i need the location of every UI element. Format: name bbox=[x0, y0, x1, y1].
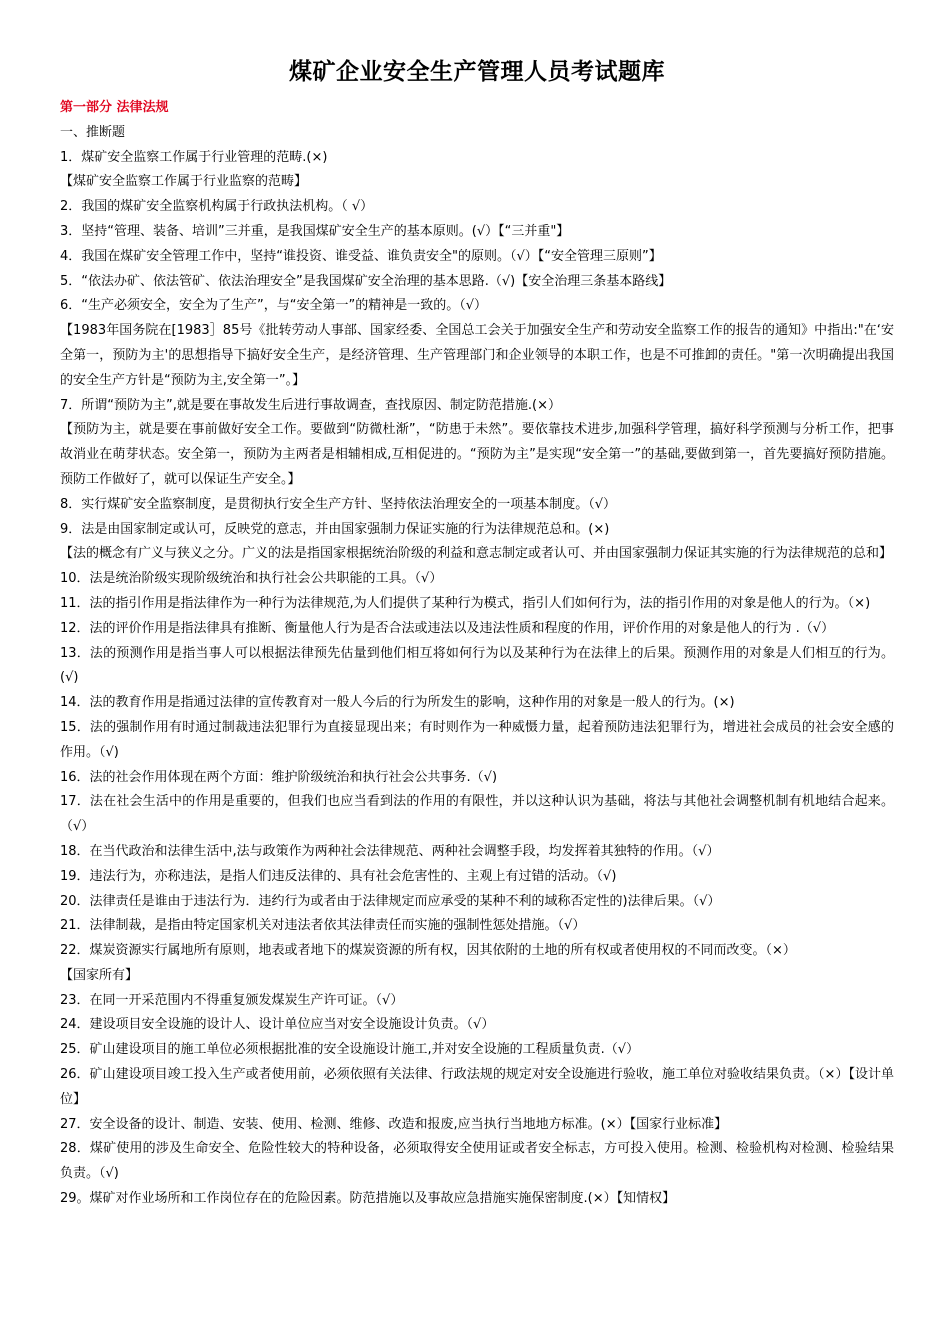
text-line: 28．煤矿使用的涉及生命安全、危险性较大的特种设备，必须取得安全使用证或者安全标志，方可投入使用。检测、检验机构对检测、检验结果负责。（√) bbox=[60, 1141, 894, 1182]
text-line: 7．所谓“预防为主”,就是要在事故发生后进行事故调查，查找原因、制定防范措施.(×） bbox=[60, 397, 561, 413]
text-line: 1．煤矿安全监察工作属于行业管理的范畴.(×) bbox=[60, 149, 328, 165]
text-line: 【预防为主，就是要在事前做好安全工作。要做到“防微杜渐”，“防患于未然”。要依靠技术进步,加强科学管理，搞好科学预测与分析工作，把事故消业在萌芽状态。安全第一，预防为主两者是相辅相成,互相促进的。“预防为主”是实现“安全第一”的基础,要做到第一，首先要搞好预防措施。预防工作做好了，就可以保证生产安全。】 bbox=[60, 422, 894, 487]
text-line: 【煤矿安全监察工作属于行业监察的范畴】 bbox=[60, 174, 308, 190]
text-line: 【法的概念有广义与狭义之分。广义的法是指国家根据统治阶级的利益和意志制定或者认可、并由国家强制力保证其实施的行为法律规范的总和】 bbox=[60, 546, 893, 562]
text-line: 11．法的指引作用是指法律作为一种行为法律规范,为人们提供了某种行为模式，指引人们如何行为，法的指引作用的对象是他人的行为。（×) bbox=[60, 595, 871, 611]
text-line: 9．法是由国家制定或认可，反映党的意志，并由国家强制力保证实施的行为法律规范总和。(×) bbox=[60, 521, 610, 537]
text-line: 8．实行煤矿安全监察制度，是贯彻执行安全生产方针、坚持依法治理安全的一项基本制度。（√） bbox=[60, 496, 617, 512]
document-title: 煤矿企业安全生产管理人员考试题库 bbox=[289, 59, 665, 85]
text-line: 21．法律制裁，是指由特定国家机关对违法者依其法律责任而实施的强制性惩处措施。（√） bbox=[60, 918, 586, 934]
text-line: 2．我国的煤矿安全监察机构属于行政执法机构。（ √） bbox=[60, 199, 374, 215]
text-line: 24．建设项目安全设施的设计人、设计单位应当对安全设施设计负责。（√） bbox=[60, 1017, 495, 1033]
text-line: 17．法在社会生活中的作用是重要的，但我们也应当看到法的作用的有限性，并以这种认识为基础，将法与其他社会调整机制有机地结合起来。（√） bbox=[60, 794, 894, 835]
text-line: 10．法是统治阶级实现阶级统治和执行社会公共职能的工具。（√） bbox=[60, 571, 443, 587]
text-line: 5．“依法办矿、依法管矿、依法治理安全”是我国煤矿安全治理的基本思路.（√)【安全治理三条基本路线】 bbox=[60, 273, 672, 289]
text-line: 12．法的评价作用是指法律具有推断、衡量他人行为是否合法或违法以及违法性质和程度的作用，评价作用的对象是他人的行为 .（√） bbox=[60, 620, 835, 636]
text-line: 3．坚持“管理、装备、培训”三并重，是我国煤矿安全生产的基本原则。(√）【“三并重"】 bbox=[60, 223, 570, 239]
text-line: 27．安全设备的设计、制造、安装、使用、检测、维修、改造和报废,应当执行当地地方标准。(×）【国家行业标准】 bbox=[60, 1116, 728, 1132]
question-list bbox=[60, 121, 894, 1212]
text-line: 20．法律责任是谁由于违法行为．违约行为或者由于法律规定而应承受的某种不利的域称否定性的)法律后果。（√） bbox=[60, 893, 721, 909]
text-line: 【国家所有】 bbox=[60, 967, 139, 983]
text-line: 29。煤矿对作业场所和工作岗位存在的危险因素。防范措施以及事故应急措施实施保密制度.(×）【知情权】 bbox=[60, 1191, 676, 1207]
text-line: 16．法的社会作用体现在两个方面：维护阶级统治和执行社会公共事务.（√) bbox=[60, 769, 498, 785]
text-line: 【1983年国务院在[1983］85号《批转劳动人事部、国家经委、全国总工会关于加强安全生产和劳动安全监察工作的报告的通知》中指出:"在‘安全第一，预防为主'的思想指导下搞好安全生产，是经济管理、生产管理部门和企业领导的本职工作，也是不可推卸的责任。"第一次明确提出我国的安全生产方针是“预防为主,安全第一”。】 bbox=[60, 323, 894, 388]
text-line: 6．“生产必须安全，安全为了生产”，与“安全第一”的精神是一致的。（√） bbox=[60, 298, 487, 314]
text-line: 13．法的预测作用是指当事人可以根据法律预先估量到他们相互将如何行为以及某种行为在法律上的后果。预测作用的对象是人们相互的行为。(√) bbox=[60, 645, 894, 686]
text-line: 23．在同一开采范围内不得重复颁发煤炭生产许可证。（√） bbox=[60, 992, 404, 1008]
text-line: 19．违法行为，亦称违法，是指人们违反法律的、具有社会危害性的、主观上有过错的活动。（√) bbox=[60, 868, 617, 884]
text-line: 26．矿山建设项目竣工投入生产或者使用前，必须依照有关法律、行政法规的规定对安全设施进行验收，施工单位对验收结果负责。（×）【设计单位】 bbox=[60, 1067, 894, 1107]
text-line: 25．矿山建设项目的施工单位必须根据批准的安全设施设计施工,并对安全设施的工程质量负责.（√） bbox=[60, 1042, 640, 1058]
text-line: 14．法的教育作用是指通过法律的宣传教育对一般人今后的行为所发生的影响，这种作用的对象是一般人的行为。(×) bbox=[60, 695, 735, 711]
section-heading: 第一部分 法律法规 bbox=[60, 100, 169, 115]
text-line: 18．在当代政治和法律生活中,法与政策作为两种社会法律规范、两种社会调整手段，均发挥着其独特的作用。（√） bbox=[60, 843, 720, 859]
text-line: 15．法的强制作用有时通过制裁违法犯罪行为直接显现出来；有时则作为一种威慑力量，起着预防违法犯罪行为，增进社会成员的社会安全感的作用。（√) bbox=[60, 719, 894, 760]
text-line: 4．我国在煤矿安全管理工作中，坚持“谁投资、谁受益、谁负责安全"的原则。（√）【“安全管理三原则”】 bbox=[60, 248, 662, 264]
text-line: 22．煤炭资源实行属地所有原则，地表或者地下的煤炭资源的所有权，因其依附的土地的所有权或者使用权的不同而改变。（×） bbox=[60, 943, 796, 959]
text-line: 一、推断题 bbox=[60, 124, 126, 140]
